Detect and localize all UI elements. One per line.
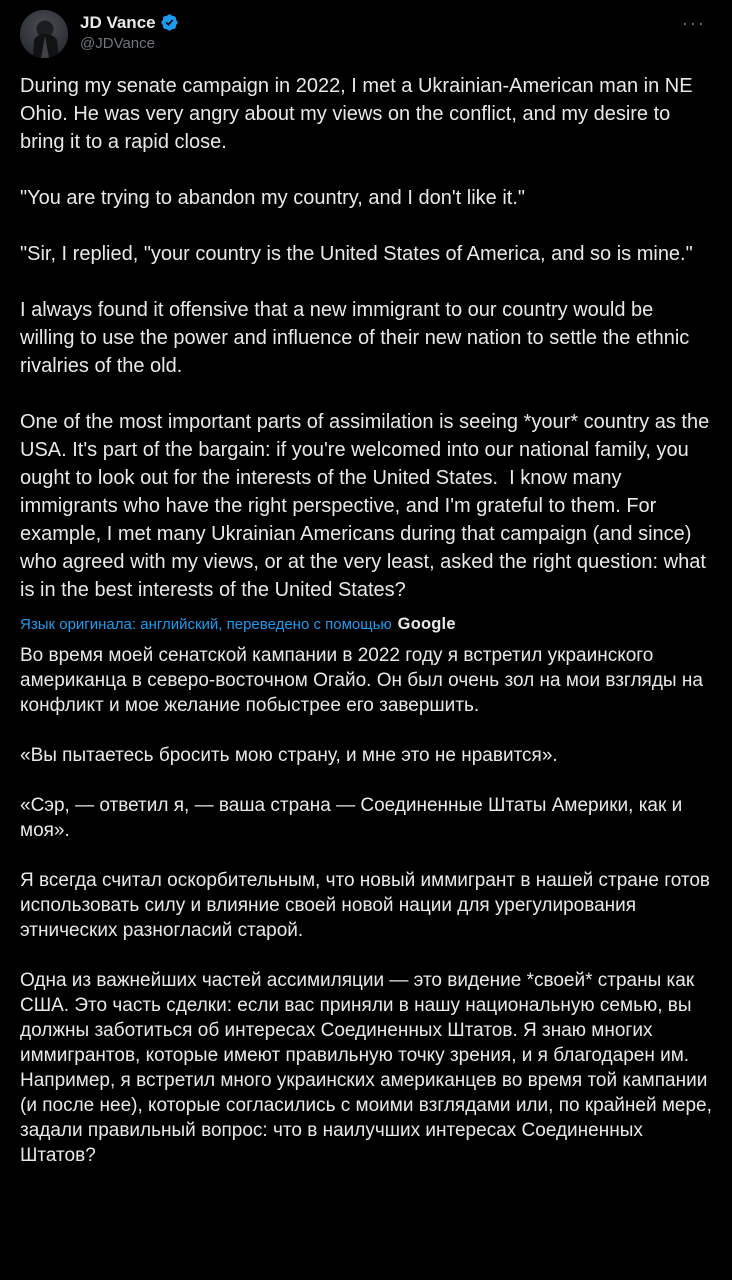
translation-notice[interactable] [20, 614, 712, 635]
avatar-photo-placeholder [20, 10, 68, 58]
tweet-paragraph: Одна из важнейших частей ассимиляции — это видение *своей* страны как США. Это часть сделки: если вас приняли в нашу национальную семью, вы должны заботиться об интересах Соединенных Штатов. Я знаю многих иммигрантов, которые имеют правильную точку зрения, и я благодарен им. Например, я встретил много украинских американцев во время той кампании (и после нее), которые согласились с моими взглядами или, по крайней мере, задали правильный вопрос: что в наилучших интересах Соединенных Штатов? [20, 970, 718, 1166]
tweet-paragraph: «Вы пытаетесь бросить мою страну, и мне это не нравится». [20, 745, 558, 766]
user-handle[interactable]: @JDVance [80, 35, 155, 52]
tweet-paragraph: "Sir, I replied, "your country is the United States of America, and so is mine." [20, 243, 693, 265]
translation-notice-text: Язык оригинала: английский, переведено с помощью [20, 616, 392, 633]
tweet-paragraph: During my senate campaign in 2022, I met a Ukrainian-American man in NE Ohio. He was very angry about my views on the conflict, and my desire to bring it to a rapid close. [20, 75, 699, 153]
tweet-paragraph: One of the most important parts of assimilation is seeing *your* country as the USA. It's part of the bargain: if you're welcomed into our national family, you ought to look out for the interests of the United States. I know many immigrants who have the right perspective, and I'm grateful to them. For example, I met many Ukrainian Americans during that campaign (and since) who agreed with my views, or at the very least, asked the right question: what is in the best interests of the United States? [20, 411, 715, 601]
tweet-paragraph: I always found it offensive that a new immigrant to our country would be willing to use the power and influence of their new nation to settle the ethnic rivalries of the old. [20, 299, 695, 377]
avatar[interactable] [20, 10, 68, 58]
display-name[interactable]: JD Vance [80, 13, 156, 32]
tweet-paragraph: Я всегда считал оскорбительным, что новый иммигрант в нашей стране готов использовать силу и влияние своей новой нации для урегулирования этнических разногласий старой. [20, 870, 716, 941]
tweet-paragraph: "You are trying to abandon my country, and I don't like it." [20, 187, 525, 209]
google-logo: Google [397, 615, 456, 633]
more-icon[interactable]: ··· [682, 13, 706, 33]
tweet-text-english [20, 72, 715, 604]
verified-badge-icon [160, 13, 179, 32]
tweet-header [20, 10, 712, 58]
tweet-paragraph: Во время моей сенатской кампании в 2022 году я встретил украинского американца в северо-восточном Огайо. Он был очень зол на мои взгляды на конфликт и мое желание побыстрее его завершить. [20, 645, 709, 716]
user-identity [80, 10, 179, 54]
tweet-paragraph: «Сэр, — ответил я, — ваша страна — Соединенные Штаты Америки, как и моя». [20, 795, 688, 841]
tweet-text-russian [20, 643, 718, 1168]
